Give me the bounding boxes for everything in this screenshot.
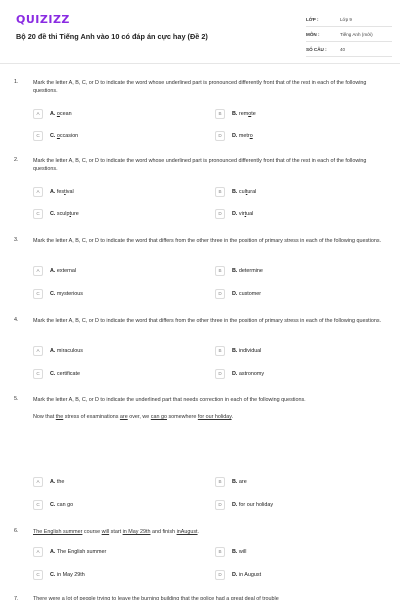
option-label: D. <box>232 133 238 139</box>
option-a[interactable] <box>33 187 203 197</box>
option-text <box>50 189 74 195</box>
option-part: miraculous <box>56 348 83 354</box>
underlined-part: can go <box>150 414 167 420</box>
underlined-part: in May 29th <box>122 529 151 535</box>
option-part: metr <box>238 133 250 139</box>
option-a[interactable] <box>33 547 203 557</box>
option-label: B. <box>232 549 238 555</box>
option-text <box>50 549 106 555</box>
option-letter: A <box>33 346 43 356</box>
worksheet-title: Bộ 20 đề thi Tiếng Anh vào 10 có đáp án cực hay (Đề 2) <box>16 32 208 41</box>
option-part: ure <box>71 211 79 217</box>
option-letter: B <box>215 547 225 557</box>
option-text <box>50 479 64 485</box>
option-label: B. <box>232 189 238 195</box>
option-letter: D <box>215 500 225 510</box>
option-c[interactable] <box>33 289 203 299</box>
option-part: individual <box>238 348 262 354</box>
option-text <box>232 371 264 377</box>
option-letter: C <box>33 209 43 219</box>
option-part: in August <box>238 572 262 578</box>
option-part: ual <box>246 211 254 217</box>
option-c[interactable] <box>33 570 203 580</box>
option-letter: A <box>33 109 43 119</box>
option-letter: B <box>215 266 225 276</box>
underlined-part: t <box>64 189 66 195</box>
question-number: 4. <box>14 317 19 323</box>
sentence-part: . <box>197 529 200 535</box>
underlined-part: The English summer <box>33 529 83 535</box>
option-text <box>50 133 78 139</box>
option-text <box>50 348 83 354</box>
sentence-part: Now that <box>33 414 56 420</box>
option-label: D. <box>232 291 238 297</box>
option-part: astronomy <box>238 371 265 377</box>
question-text: Mark the letter A, B, C, or D to indicate the word that differs from the other three in the position of primary stress in each of the following questions. <box>33 238 382 244</box>
option-text <box>232 189 256 195</box>
option-label: B. <box>232 268 238 274</box>
question-number: 3. <box>14 237 19 243</box>
underlined-part: o <box>248 111 252 117</box>
option-d[interactable] <box>215 131 385 141</box>
option-label: C. <box>50 211 56 217</box>
meta-value: 40 <box>340 47 346 52</box>
sentence-part: over, we <box>127 414 151 420</box>
option-label: D. <box>232 371 238 377</box>
option-a[interactable] <box>33 346 203 356</box>
option-part: cul <box>238 189 246 195</box>
question-text: Mark the letter A, B, C, or D to indicate the underlined part that needs correction in each of the following questions. <box>33 397 306 403</box>
option-label: C. <box>50 371 56 377</box>
question-7-cutoff-text: There were a lot of people trying to leave the burning building that the police had a great deal of trouble <box>33 596 279 600</box>
option-letter: D <box>215 131 225 141</box>
option-part: the <box>56 479 65 485</box>
option-text <box>50 111 72 117</box>
option-label: B. <box>232 348 238 354</box>
option-b[interactable] <box>215 477 385 487</box>
question-sentence <box>33 414 233 420</box>
option-c[interactable] <box>33 500 203 510</box>
option-b[interactable] <box>215 109 385 119</box>
option-part: can go <box>56 502 74 508</box>
option-text <box>232 479 247 485</box>
underlined-part: the <box>55 414 64 420</box>
question-number: 2. <box>14 157 19 163</box>
meta-key: MÔN : <box>306 32 320 37</box>
question-text: Mark the letter A, B, C, or D to indicate the word whose underlined part is pronounced differently front that of the rest in each of the following questions. <box>33 80 367 94</box>
underlined-part: are <box>119 414 128 420</box>
option-part: are <box>238 479 247 485</box>
option-letter: C <box>33 131 43 141</box>
option-text <box>50 268 76 274</box>
meta-value: Tiếng Anh (mới) <box>340 32 373 37</box>
underlined-part: t <box>245 189 248 195</box>
option-part: The English summer <box>56 549 107 555</box>
meta-row-class <box>306 13 392 27</box>
option-text <box>50 502 73 508</box>
option-d[interactable] <box>215 209 385 219</box>
option-a[interactable] <box>33 477 203 487</box>
option-letter: D <box>215 369 225 379</box>
option-text <box>50 572 85 578</box>
option-label: A. <box>50 348 56 354</box>
option-part: for our holiday <box>238 502 274 508</box>
option-d[interactable] <box>215 570 385 580</box>
sentence-part: and finish <box>150 529 177 535</box>
option-d[interactable] <box>215 500 385 510</box>
option-text <box>232 133 253 139</box>
underlined-part: t <box>69 211 71 217</box>
option-letter: D <box>215 289 225 299</box>
option-label: B. <box>232 111 238 117</box>
option-text <box>232 268 263 274</box>
sentence-part: course <box>82 529 102 535</box>
meta-key: SỐ CÂU : <box>306 47 327 52</box>
option-letter: B <box>215 477 225 487</box>
option-b[interactable] <box>215 547 385 557</box>
option-letter: A <box>33 547 43 557</box>
option-b[interactable] <box>215 266 385 276</box>
option-text <box>232 502 273 508</box>
option-letter: A <box>33 187 43 197</box>
question-number: 7. <box>14 596 19 600</box>
option-part: sculp <box>56 211 70 217</box>
sentence-part: somewhere <box>166 414 198 420</box>
meta-row-count <box>306 43 392 57</box>
sentence-part: . <box>231 414 234 420</box>
option-part: cean <box>59 111 72 117</box>
option-part: mysterious <box>56 291 83 297</box>
meta-value: Lớp 9 <box>340 17 352 22</box>
question-text: Mark the letter A, B, C, or D to indicate the word that differs from the other three in the position of primary stress in each of the following questions. <box>33 318 382 324</box>
question-text <box>33 528 383 536</box>
option-a[interactable] <box>33 266 203 276</box>
underlined-part: for our holiday <box>197 414 232 420</box>
option-letter: C <box>33 289 43 299</box>
option-part: vir <box>238 211 245 217</box>
option-letter: C <box>33 369 43 379</box>
option-b[interactable] <box>215 187 385 197</box>
underlined-part: o <box>249 133 253 139</box>
option-part: customer <box>238 291 262 297</box>
option-c[interactable] <box>33 209 203 219</box>
option-label: B. <box>232 479 238 485</box>
option-text <box>50 211 79 217</box>
option-letter: A <box>33 266 43 276</box>
option-letter: D <box>215 570 225 580</box>
option-part: ival <box>65 189 74 195</box>
meta-row-subject <box>306 28 392 42</box>
option-part: will <box>238 549 247 555</box>
option-letter: B <box>215 187 225 197</box>
option-text <box>232 348 261 354</box>
option-c[interactable] <box>33 369 203 379</box>
option-label: D. <box>232 211 238 217</box>
option-label: A. <box>50 189 56 195</box>
option-label: A. <box>50 549 56 555</box>
option-letter: C <box>33 570 43 580</box>
option-label: D. <box>232 502 238 508</box>
option-part: fes <box>56 189 65 195</box>
option-part: external <box>56 268 77 274</box>
option-text <box>232 211 253 217</box>
question-number: 6. <box>14 528 19 534</box>
option-label: A. <box>50 111 56 117</box>
option-c[interactable] <box>33 131 203 141</box>
option-d[interactable] <box>215 289 385 299</box>
option-text <box>232 291 261 297</box>
option-letter: D <box>215 209 225 219</box>
meta-key: LỚP : <box>306 17 319 22</box>
option-text <box>232 572 261 578</box>
option-text <box>232 549 246 555</box>
option-label: C. <box>50 572 56 578</box>
option-letter: A <box>33 477 43 487</box>
worksheet-header <box>0 0 400 64</box>
question-text: Mark the letter A, B, C, or D to indicate the word whose underlined part is pronounced differently front that of the rest in each of the following questions. <box>33 158 367 172</box>
option-d[interactable] <box>215 369 385 379</box>
option-part: ural <box>247 189 257 195</box>
option-a[interactable] <box>33 109 203 119</box>
underlined-part: will <box>101 529 110 535</box>
sentence-part: start <box>109 529 123 535</box>
question-number: 1. <box>14 79 19 85</box>
option-text <box>50 371 80 377</box>
option-part: in May 29th <box>56 572 85 578</box>
option-letter: B <box>215 109 225 119</box>
underlined-part: inAugust <box>176 529 198 535</box>
option-part: determine <box>238 268 263 274</box>
option-label: A. <box>50 268 56 274</box>
option-label: C. <box>50 291 56 297</box>
option-part: ccasion <box>59 133 79 139</box>
option-b[interactable] <box>215 346 385 356</box>
question-number: 5. <box>14 396 19 402</box>
quizizz-logo: QUIZIZZ <box>16 13 70 26</box>
underlined-part: o <box>56 133 60 139</box>
underlined-part: t <box>244 211 247 217</box>
option-part: rem <box>238 111 249 117</box>
underlined-part: o <box>56 111 60 117</box>
option-part: certificate <box>56 371 80 377</box>
option-text <box>50 291 83 297</box>
option-part: te <box>251 111 256 117</box>
option-text <box>232 111 256 117</box>
sentence-part: stress of examinations <box>63 414 120 420</box>
option-label: A. <box>50 479 56 485</box>
option-letter: B <box>215 346 225 356</box>
option-label: C. <box>50 502 56 508</box>
option-label: D. <box>232 572 238 578</box>
option-label: C. <box>50 133 56 139</box>
option-letter: C <box>33 500 43 510</box>
